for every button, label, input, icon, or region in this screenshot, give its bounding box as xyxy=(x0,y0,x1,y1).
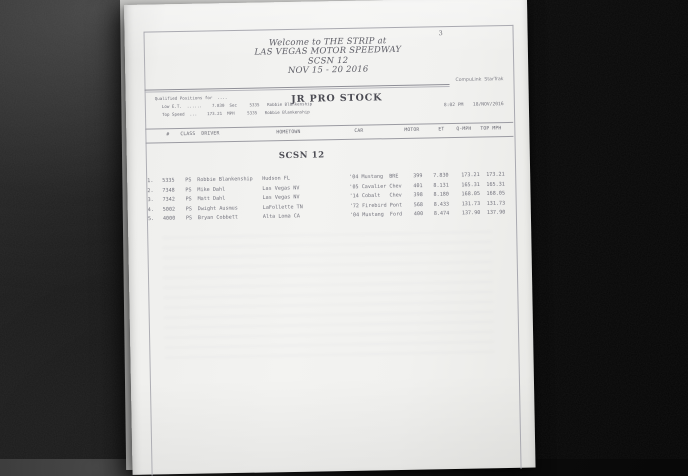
cell-car-number: 5335 xyxy=(162,177,175,184)
cell-position: 4. xyxy=(147,205,154,212)
cell-car: '04 Mustang xyxy=(349,173,384,180)
cell-hometown: Hudson FL xyxy=(262,174,290,182)
cell-qmph: 137.90 xyxy=(461,209,481,216)
col-header-driver: DRIVER xyxy=(201,130,220,137)
event-header-line-3: SCSN 12 xyxy=(307,55,349,67)
cell-motor-cid: 400 xyxy=(413,210,424,217)
print-date: 18/NOV/2016 xyxy=(472,101,504,107)
top-speed-line: Top Speed ... 173.21 MPH 5335 Robbie Blankenship xyxy=(161,109,310,118)
event-header-line-2: LAS VEGAS MOTOR SPEEDWAY xyxy=(254,45,402,59)
cell-hometown: Alta Loma CA xyxy=(262,212,300,220)
cell-position: 2. xyxy=(147,186,154,193)
col-header-motor: MOTOR xyxy=(404,126,420,133)
cell-car-number: 7342 xyxy=(162,196,175,203)
cell-car: '04 Mustang xyxy=(349,211,384,218)
cell-driver: Matt Dahl xyxy=(197,195,226,202)
cell-position: 3. xyxy=(147,196,154,203)
cell-et: 7.830 xyxy=(433,172,449,179)
cell-class: PS xyxy=(185,186,192,193)
cell-et: 8.474 xyxy=(433,210,450,217)
page-number: 3 xyxy=(438,29,443,38)
cell-qmph: 168.05 xyxy=(461,190,481,197)
col-header-top-mph: TOP MPH xyxy=(480,125,502,131)
cell-position: 1. xyxy=(147,177,154,184)
cell-top-mph: 137.90 xyxy=(486,209,506,216)
cell-motor-cid: 568 xyxy=(413,201,423,207)
page-showthrough-ghosting xyxy=(162,230,494,366)
cell-car: '05 Cavalier xyxy=(349,182,387,190)
cell-car-number: 4000 xyxy=(162,215,176,222)
cell-driver: Robbie Blankenship xyxy=(197,175,253,183)
cell-top-mph: 173.21 xyxy=(486,171,505,178)
cell-qmph: 165.31 xyxy=(461,181,480,188)
cell-driver: Dwight Ausmus xyxy=(197,204,238,211)
cell-class: PS xyxy=(185,214,193,221)
cell-hometown: LaFollette TN xyxy=(262,203,303,210)
cell-car: '14 Cobalt xyxy=(349,192,381,199)
cell-qmph: 131.73 xyxy=(461,200,481,207)
col-header-position: # xyxy=(166,131,170,137)
cell-driver: Mike Dahl xyxy=(197,185,226,192)
race-report-sheet xyxy=(124,0,536,475)
cell-motor-make: Chev xyxy=(389,191,402,198)
event-header-line-1: Welcome to THE STRIP at xyxy=(268,36,387,49)
cell-hometown: Las Vegas NV xyxy=(262,193,300,201)
timing-system-label: CompuLink StarTrak xyxy=(455,76,504,83)
cell-top-mph: 168.05 xyxy=(486,190,506,197)
col-header-qmph: Q-MPH xyxy=(456,125,472,132)
col-header-hometown: HOMETOWN xyxy=(276,128,301,135)
qualified-positions-line: Qualified Positions for .... xyxy=(154,95,228,102)
cell-top-mph: 165.31 xyxy=(486,180,505,187)
cell-motor-make: BRE xyxy=(389,173,399,179)
section-title: SCSN 12 xyxy=(278,150,325,162)
col-header-class: CLASS xyxy=(180,130,196,137)
cell-car-number: 5002 xyxy=(162,205,176,212)
low-et-line: Low E.T. ...... 7.830 Sec 5335 Robbie Blankenship xyxy=(161,101,313,110)
event-header xyxy=(144,35,513,79)
cell-motor-make: Pont xyxy=(389,201,403,208)
cell-et: 8.180 xyxy=(433,191,449,198)
class-title: JR PRO STOCK xyxy=(291,92,383,105)
cell-motor-make: Ford xyxy=(389,210,403,217)
cell-car-number: 7348 xyxy=(162,186,175,193)
cell-et: 8.433 xyxy=(433,200,450,207)
event-header-line-4: NOV 15 - 20 2016 xyxy=(287,64,369,77)
cell-top-mph: 131.73 xyxy=(486,199,506,206)
cell-motor-cid: 398 xyxy=(413,191,423,198)
cell-class: PS xyxy=(185,195,192,202)
cell-motor-cid: 401 xyxy=(413,182,423,188)
cell-driver: Bryan Cobbett xyxy=(197,213,239,221)
cell-class: PS xyxy=(185,176,192,183)
cell-motor-cid: 399 xyxy=(413,172,423,179)
cell-class: PS xyxy=(185,205,192,212)
print-time: 8:02 PM xyxy=(443,101,464,108)
cell-hometown: Las Vegas NV xyxy=(262,184,300,191)
col-header-car: CAR xyxy=(354,127,364,134)
cell-motor-make: Chev xyxy=(389,182,402,189)
cell-qmph: 173.21 xyxy=(461,171,480,178)
cell-position: 5. xyxy=(147,215,155,222)
col-header-et: ET xyxy=(438,126,445,132)
cell-et: 8.131 xyxy=(433,181,449,188)
cell-car: '72 Firebird xyxy=(349,201,387,209)
